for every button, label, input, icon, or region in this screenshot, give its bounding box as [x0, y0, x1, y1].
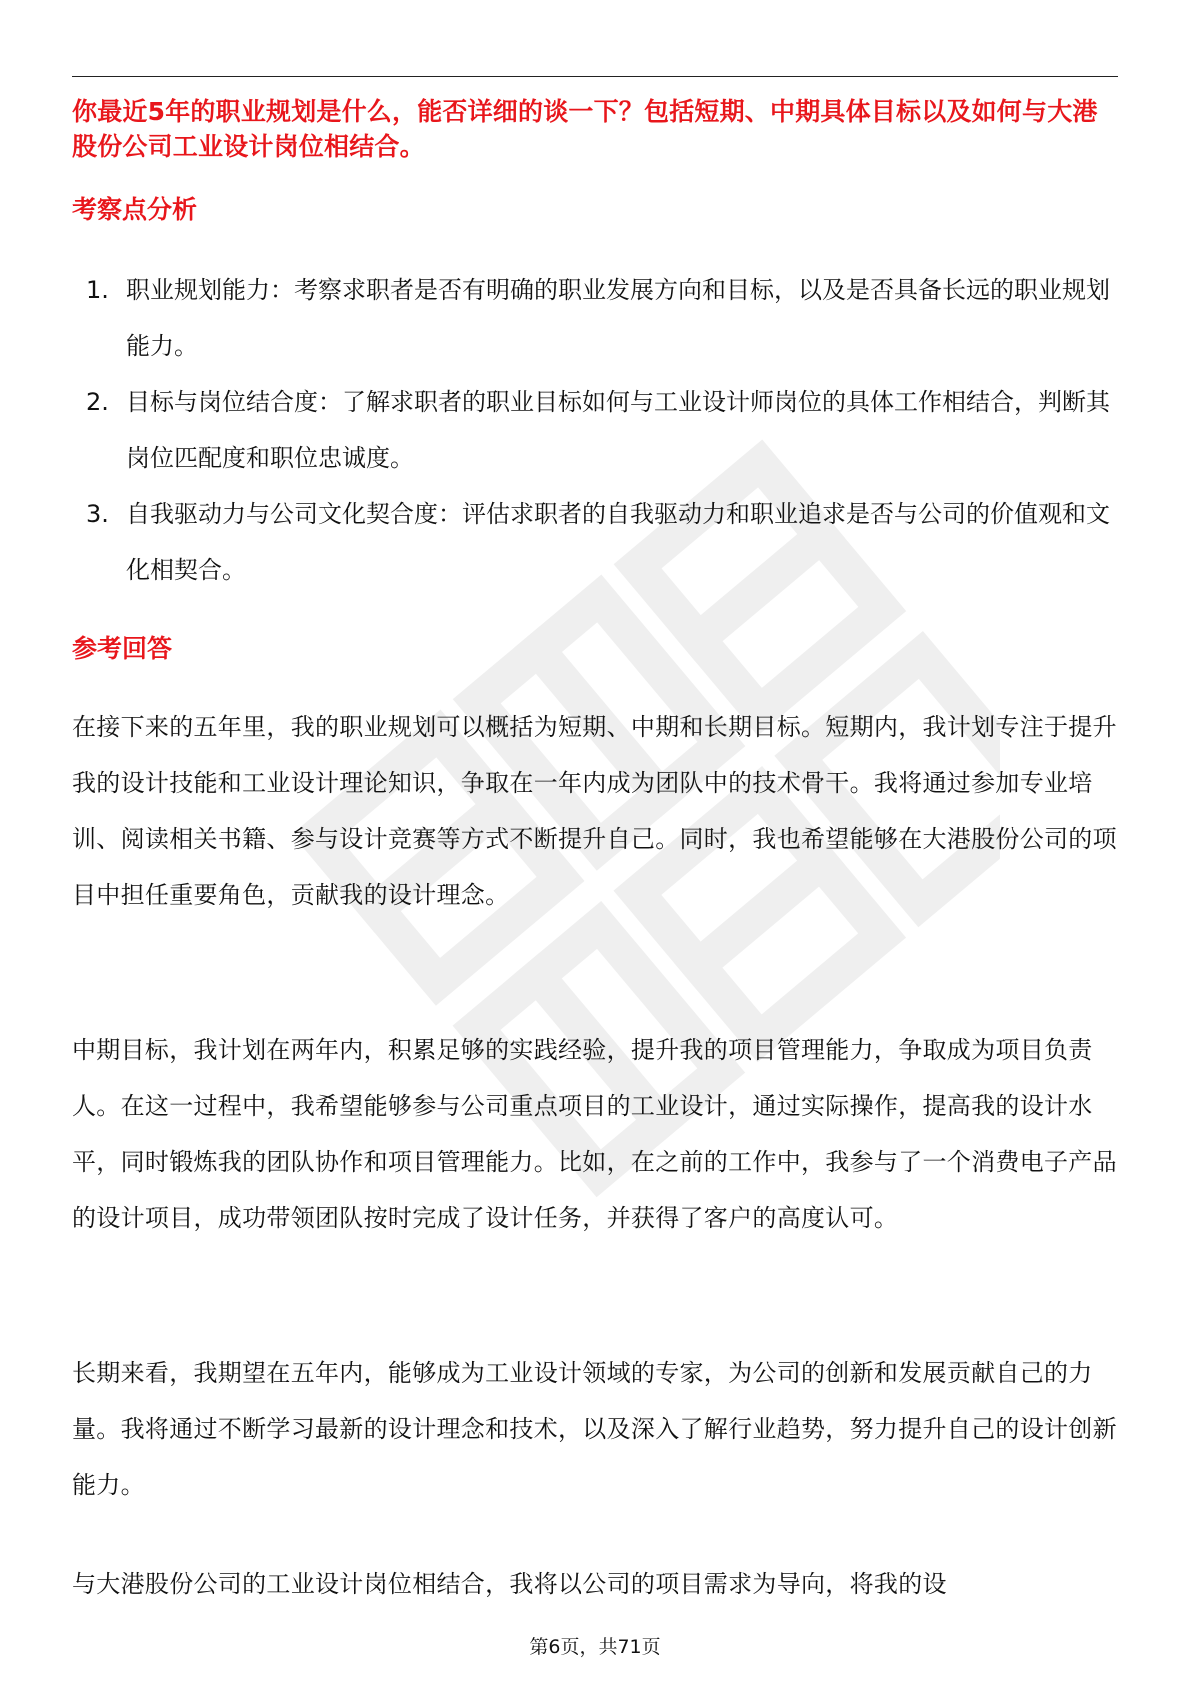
- list-number: 2.: [86, 388, 109, 416]
- list-number: 3.: [86, 500, 109, 528]
- answer-heading: 参考回答: [72, 634, 173, 663]
- analysis-item: [72, 262, 1122, 374]
- analysis-list: [72, 262, 1122, 598]
- answer-paragraph: 长期来看，我期望在五年内，能够成为工业设计领域的专家，为公司的创新和发展贡献自己的力量。我将通过不断学习最新的设计理念和技术，以及深入了解行业趋势，努力提升自己的设计创新能力。: [72, 1359, 1117, 1499]
- analysis-item: [72, 374, 1122, 486]
- analysis-item: [72, 486, 1122, 598]
- answer-paragraph: 中期目标，我计划在两年内，积累足够的实践经验，提升我的项目管理能力，争取成为项目负责人。在这一过程中，我希望能够参与公司重点项目的工业设计，通过实际操作，提高我的设计水平，同时锻炼我的团队协作和项目管理能力。比如，在之前的工作中，我参与了一个消费电子产品的设计项目，成功带领团队按时完成了设计任务，并获得了客户的高度认可。: [72, 1036, 1117, 1232]
- top-divider: [72, 76, 1118, 77]
- analysis-text: 职业规划能力：考察求职者是否有明确的职业发展方向和目标，以及是否具备长远的职业规划能力。: [126, 276, 1110, 360]
- answer-paragraph: 与大港股份公司的工业设计岗位相结合，我将以公司的项目需求为导向，将我的设: [72, 1570, 947, 1598]
- interview-question: 你最近5年的职业规划是什么，能否详细的谈一下？包括短期、中期具体目标以及如何与大港股份公司工业设计岗位相结合。: [72, 97, 1098, 161]
- page-number: 第6页，共71页: [529, 1636, 661, 1658]
- list-number: 1.: [86, 276, 109, 304]
- analysis-text: 自我驱动力与公司文化契合度：评估求职者的自我驱动力和职业追求是否与公司的价值观和文化相契合。: [126, 500, 1110, 584]
- answer-paragraph: 在接下来的五年里，我的职业规划可以概括为短期、中期和长期目标。短期内，我计划专注于提升我的设计技能和工业设计理论知识，争取在一年内成为团队中的技术骨干。我将通过参加专业培训、阅读相关书籍、参与设计竞赛等方式不断提升自己。同时，我也希望能够在大港股份公司的项目中担任重要角色，贡献我的设计理念。: [72, 713, 1117, 909]
- analysis-text: 目标与岗位结合度：了解求职者的职业目标如何与工业设计师岗位的具体工作相结合，判断其岗位匹配度和职位忠诚度。: [126, 388, 1110, 472]
- analysis-heading: 考察点分析: [72, 195, 198, 224]
